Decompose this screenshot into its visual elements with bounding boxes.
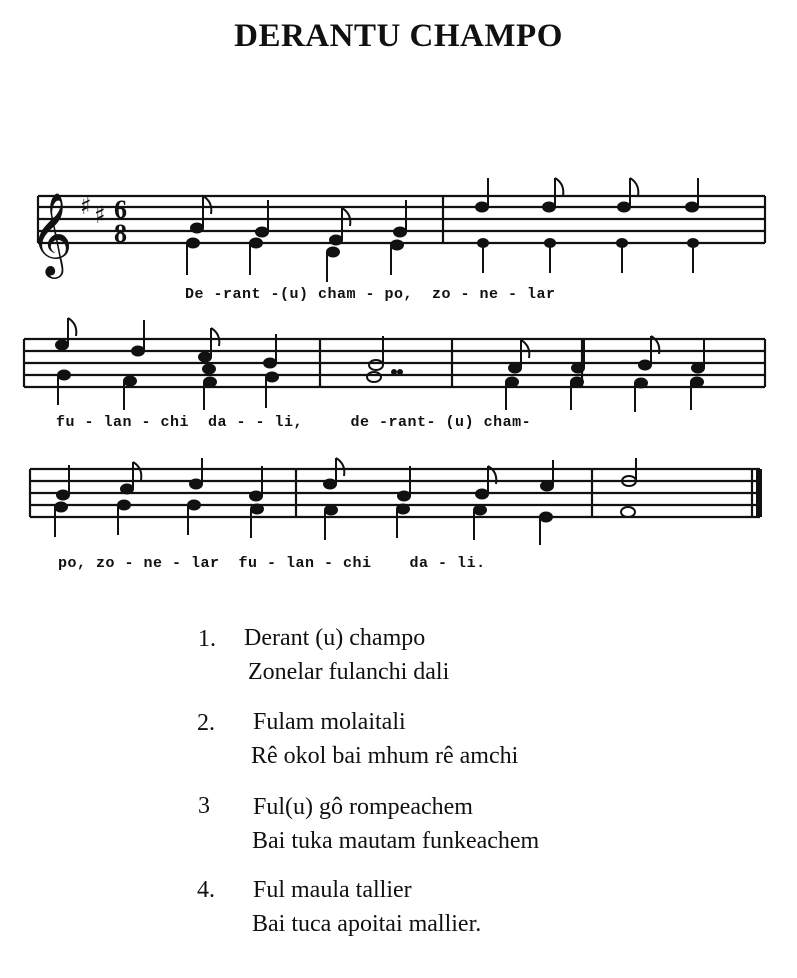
verse-number: 1. bbox=[198, 626, 216, 652]
verse-line: Zonelar fulanchi dali bbox=[248, 659, 450, 685]
time-signature-bottom: 8 bbox=[114, 219, 127, 248]
treble-clef-icon: 𝄞 bbox=[30, 191, 73, 275]
sharp-icon: ♯ bbox=[94, 201, 106, 229]
lyric-line-2: fu - lan - chi da - - li, de -rant- (u) cham- bbox=[56, 414, 532, 431]
time-signature-top: 6 bbox=[114, 195, 127, 224]
verse-number: 4. bbox=[197, 877, 215, 903]
sharp-icon: ♯ bbox=[80, 192, 92, 220]
verse-line: Bai tuka mautam funkeachem bbox=[252, 828, 540, 854]
verse-line: Ful maula tallier bbox=[253, 877, 412, 903]
verse-line: Rê okol bai mhum rê amchi bbox=[251, 743, 519, 769]
verse-line: Ful(u) gô rompeachem bbox=[253, 794, 473, 820]
lyric-line-3: po, zo - ne - lar fu - lan - chi da - li. bbox=[58, 555, 486, 572]
verse-number: 3 bbox=[198, 793, 210, 819]
lyric-line-1: De -rant -(u) cham - po, zo - ne - lar bbox=[185, 286, 556, 303]
verse-line: Derant (u) champo bbox=[244, 625, 426, 651]
verse-line: Bai tuca apoitai mallier. bbox=[252, 911, 482, 937]
verse-line: Fulam molaitali bbox=[253, 709, 406, 735]
verse-number: 2. bbox=[197, 710, 215, 736]
notes-system-3 bbox=[55, 458, 636, 545]
notes-system-2 bbox=[56, 318, 704, 412]
song-title: DERANTU CHAMPO bbox=[234, 18, 563, 54]
